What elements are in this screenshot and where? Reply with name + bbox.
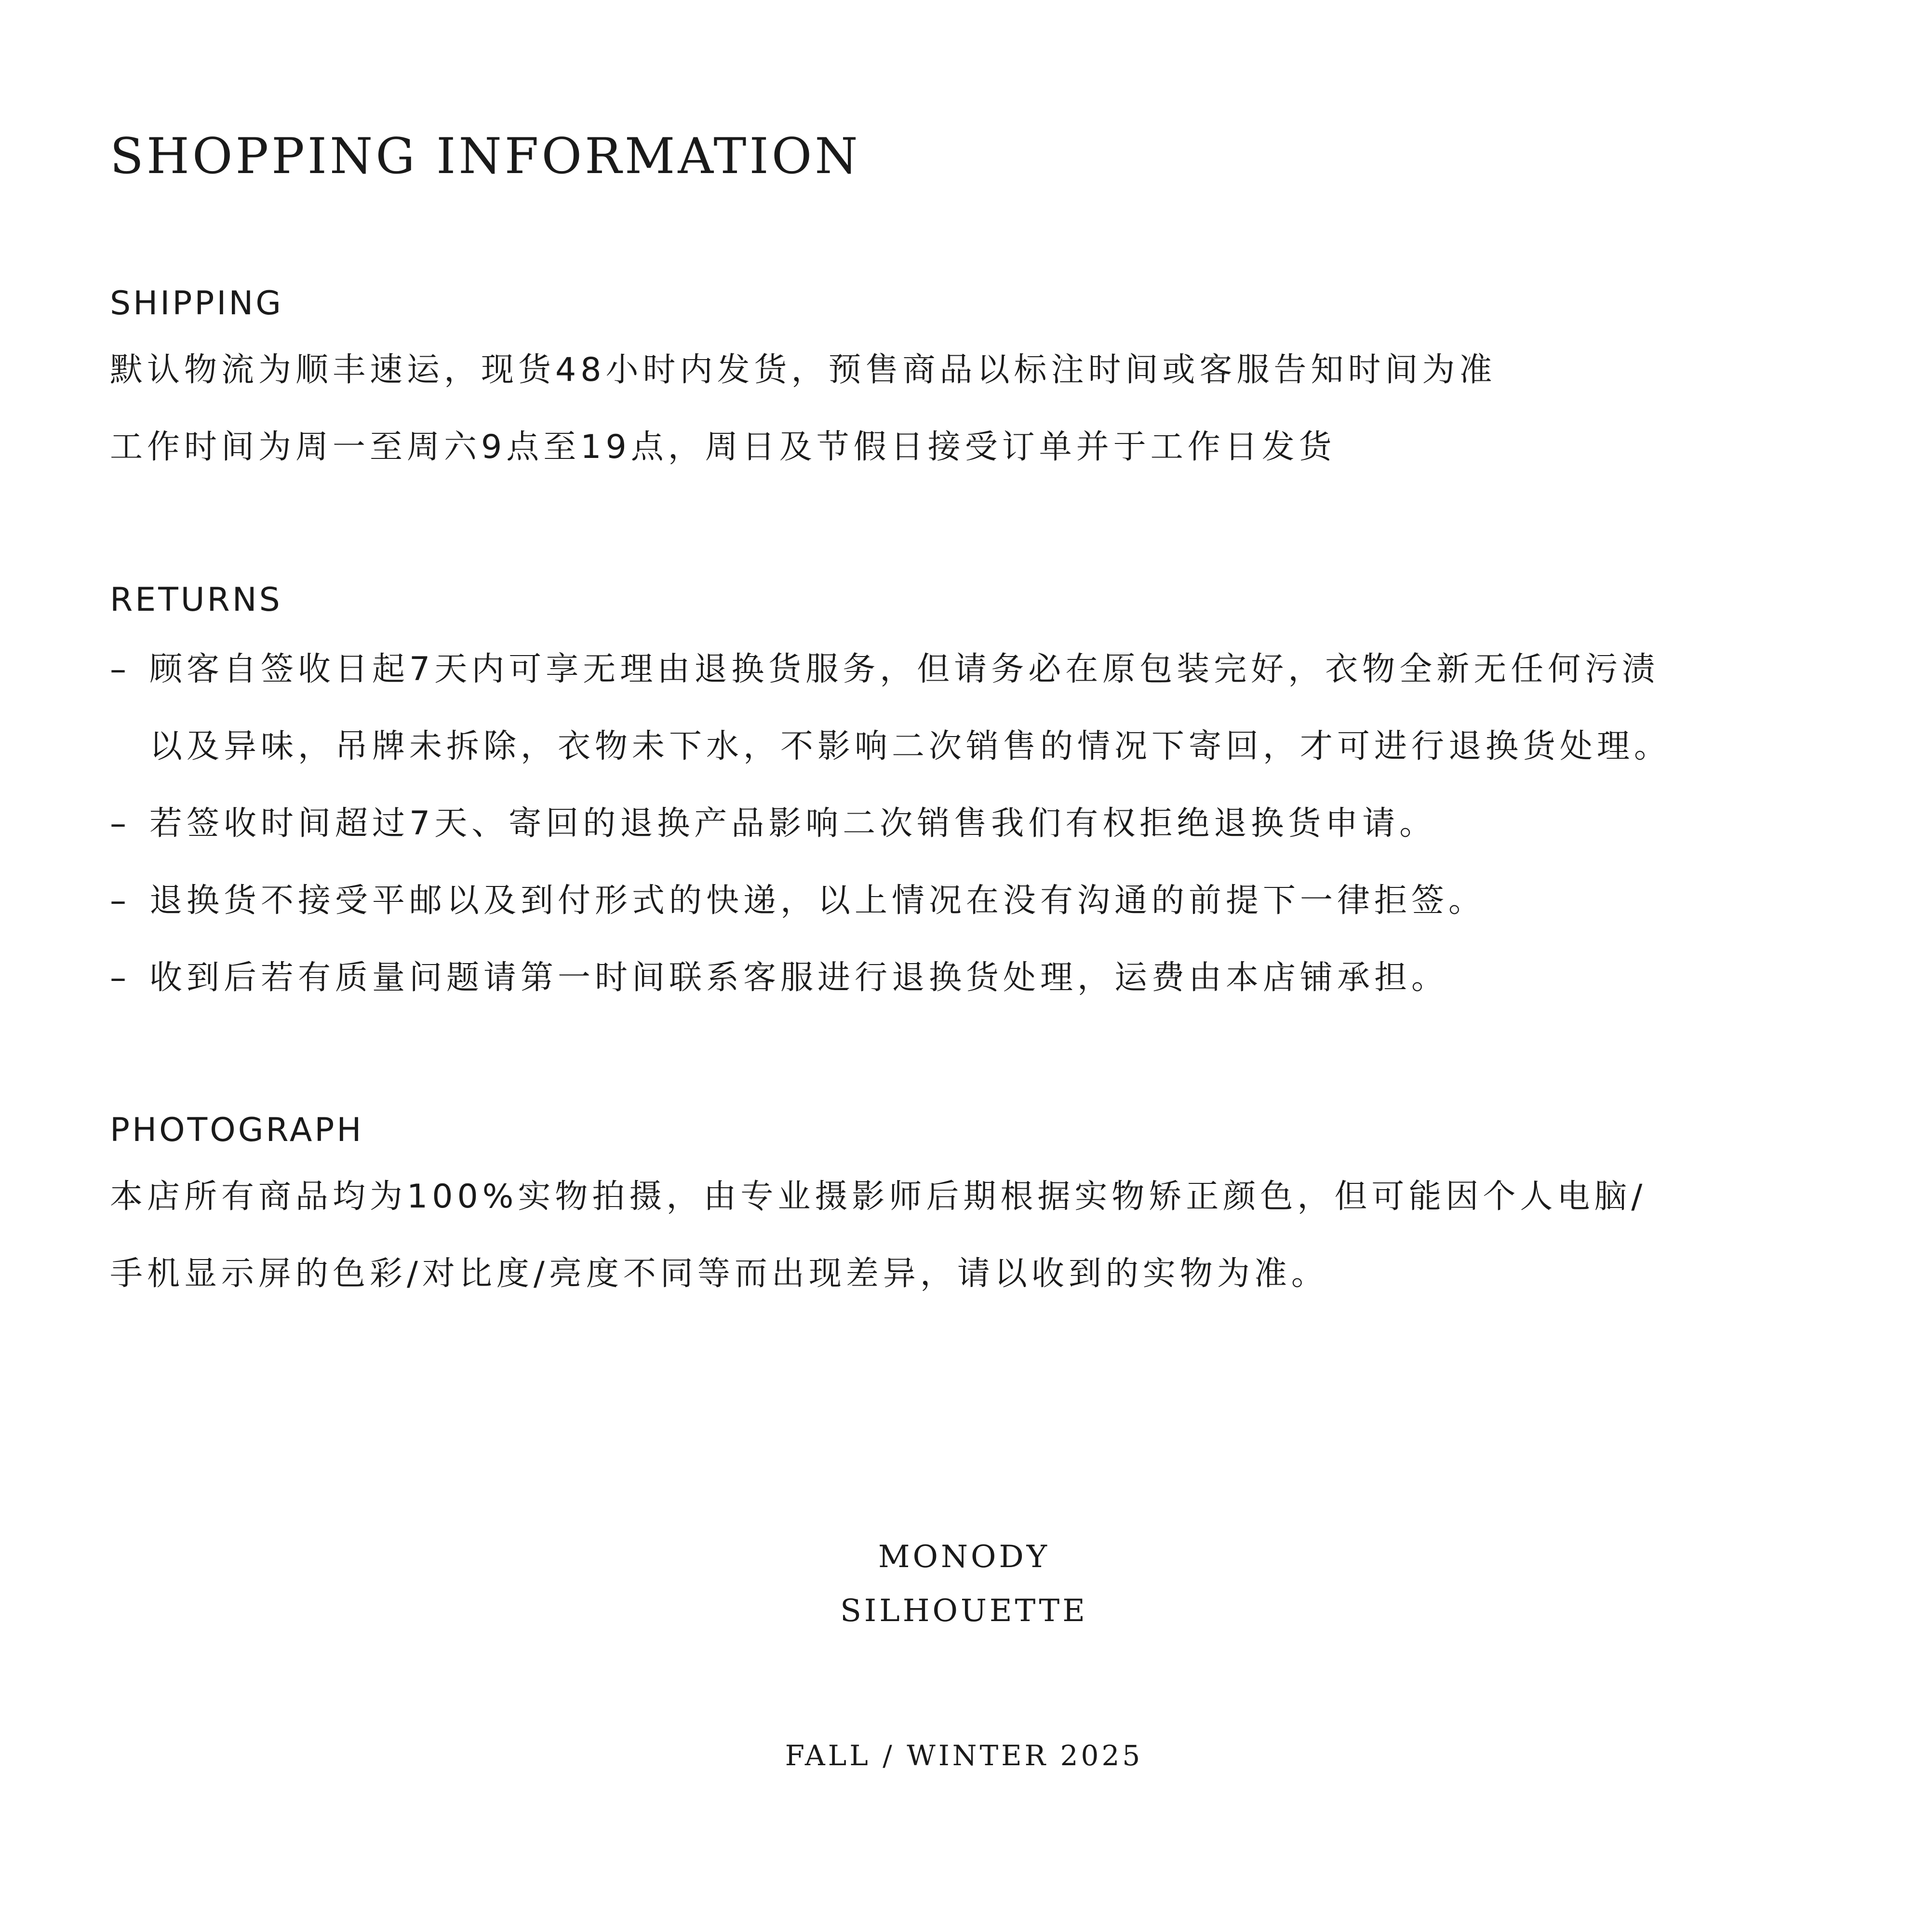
photograph-section <box>110 1106 1826 1313</box>
shipping-section <box>110 280 1826 486</box>
returns-list-item <box>110 939 1826 1017</box>
photograph-text-line: 本店所有商品均为100%实物拍摄，由专业摄影师后期根据实物矫正颜色，但可能因个人电脑/ <box>110 1178 1647 1216</box>
shipping-text-line: 工作时间为周一至周六9点至19点，周日及节假日接受订单并于工作日发货 <box>110 428 1336 466</box>
dash-bullet: – <box>110 959 131 997</box>
returns-list-item <box>110 785 1826 862</box>
returns-heading: RETURNS <box>110 581 282 619</box>
dash-bullet: – <box>110 805 131 843</box>
returns-item-text: 顾客自签收日起7天内可享无理由退换货服务，但请务必在原包装完好，衣物全新无任何污渍 <box>149 650 1660 688</box>
returns-item-text: 若签收时间超过7天、寄回的退换产品影响二次销售我们有权拒绝退换货申请。 <box>149 805 1437 843</box>
shipping-heading: SHIPPING <box>110 284 283 322</box>
returns-list <box>110 631 1826 1017</box>
returns-item-text: 退换货不接受平邮以及到付形式的快递，以上情况在没有沟通的前提下一律拒签。 <box>149 882 1486 920</box>
returns-section <box>110 576 1826 1017</box>
photograph-heading: PHOTOGRAPH <box>110 1111 364 1149</box>
returns-list-item <box>110 631 1826 785</box>
page-title: SHOPPING INFORMATION <box>110 128 861 185</box>
dash-bullet: – <box>110 650 131 688</box>
shipping-text-line: 默认物流为顺丰速运，现货48小时内发货，预售商品以标注时间或客服告知时间为准 <box>110 351 1497 389</box>
season-label: FALL / WINTER 2025 <box>785 1739 1143 1772</box>
brand-name-line-1: MONODY <box>878 1539 1050 1575</box>
photograph-text-line: 手机显示屏的色彩/对比度/亮度不同等而出现差异，请以收到的实物为准。 <box>110 1255 1328 1293</box>
dash-bullet: – <box>110 882 131 920</box>
returns-item-text-continued: 以及异味，吊牌未拆除，衣物未下水，不影响二次销售的情况下寄回，才可进行退换货处理。 <box>149 727 1672 765</box>
returns-list-item <box>110 862 1826 939</box>
brand-name-line-2: SILHOUETTE <box>840 1593 1088 1629</box>
returns-item-text: 收到后若有质量问题请第一时间联系客服进行退换货处理，运费由本店铺承担。 <box>149 959 1449 997</box>
